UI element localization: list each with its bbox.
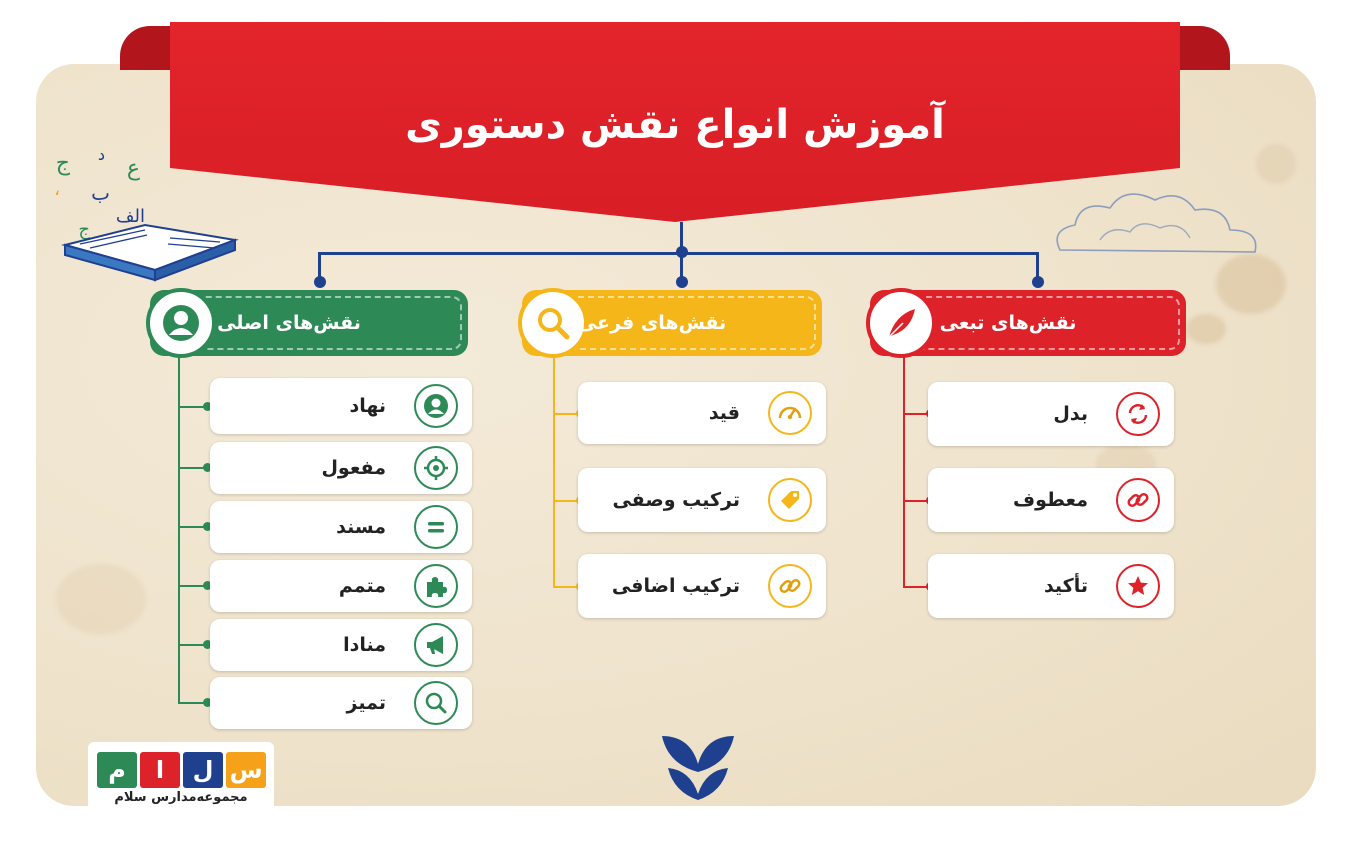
role-item-tarkib-ezafi <box>578 554 826 618</box>
role-item-motammam <box>210 560 472 612</box>
title-banner <box>120 22 1230 222</box>
brand-logo <box>88 742 274 812</box>
role-item-tamyiz <box>210 677 472 729</box>
role-item-label: منادا <box>343 634 386 656</box>
role-item-label: نهاد <box>349 395 386 417</box>
puzzle-icon <box>414 564 458 608</box>
quill-icon <box>866 288 936 358</box>
logo-letter-tile: ل <box>183 752 223 788</box>
tag-icon <box>768 478 812 522</box>
leaf-emblem-icon <box>658 728 738 808</box>
role-item-label: ترکیب اضافی <box>611 575 740 597</box>
category-dependent-roles-label: نقش‌های تبعی <box>939 312 1077 334</box>
svg-text:د: د <box>97 145 105 164</box>
role-item-label: ترکیب وصفی <box>612 489 740 511</box>
magnifier-icon <box>414 681 458 725</box>
logo-letter-tile: ا <box>140 752 180 788</box>
tree-end-dot-middle <box>676 276 688 288</box>
svg-text:ب: ب <box>91 181 110 205</box>
tree-end-dot-right <box>1032 276 1044 288</box>
user-icon <box>146 288 216 358</box>
category-main-roles-header <box>150 290 468 356</box>
category-secondary-roles-spine <box>553 356 555 588</box>
link-icon <box>768 564 812 608</box>
svg-text:الف: الف <box>115 206 145 227</box>
link-icon <box>1116 478 1160 522</box>
target-icon <box>414 446 458 490</box>
role-item-label: مفعول <box>321 457 386 479</box>
tree-end-dot-left <box>314 276 326 288</box>
page-title: آموزش انواع نقش دستوری <box>405 102 945 148</box>
role-item-label: تأکید <box>1043 575 1088 597</box>
role-item-monada <box>210 619 472 671</box>
role-item-badal <box>928 382 1174 446</box>
logo-letter-tile: س <box>226 752 266 788</box>
role-item-mafool <box>210 442 472 494</box>
star-icon <box>1116 564 1160 608</box>
logo-caption: مجموعه‌مدارس سلام <box>114 790 248 805</box>
role-item-label: تمیز <box>346 692 386 714</box>
role-item-label: بدل <box>1053 403 1088 425</box>
category-secondary-roles-header <box>522 290 822 356</box>
role-item-label: مسند <box>336 516 386 538</box>
svg-text:،: ، <box>54 179 60 200</box>
gauge-icon <box>768 391 812 435</box>
equals-icon <box>414 505 458 549</box>
megaphone-icon <box>414 623 458 667</box>
svg-text:ج: ج <box>55 151 70 176</box>
category-dependent-roles-header <box>870 290 1186 356</box>
category-dependent-roles-spine <box>903 356 905 588</box>
tree-connector-bar <box>318 252 1039 255</box>
user-icon <box>414 384 458 428</box>
role-item-label: معطوف <box>1013 489 1088 511</box>
role-item-tarkib-vasfi <box>578 468 826 532</box>
svg-text:ع: ع <box>126 156 140 181</box>
logo-letter-tile: م <box>97 752 137 788</box>
svg-text:ج: ج <box>78 219 90 240</box>
role-item-qeyd <box>578 382 826 444</box>
refresh-icon <box>1116 392 1160 436</box>
category-secondary-roles-label: نقش‌های فرعی <box>577 312 727 334</box>
role-item-nahad <box>210 378 472 434</box>
role-item-label: متمم <box>338 575 386 597</box>
role-item-takid <box>928 554 1174 618</box>
category-main-roles-label: نقش‌های اصلی <box>217 312 361 334</box>
role-item-label: قید <box>708 402 740 424</box>
role-item-mosnad <box>210 501 472 553</box>
role-item-matuf <box>928 468 1174 532</box>
